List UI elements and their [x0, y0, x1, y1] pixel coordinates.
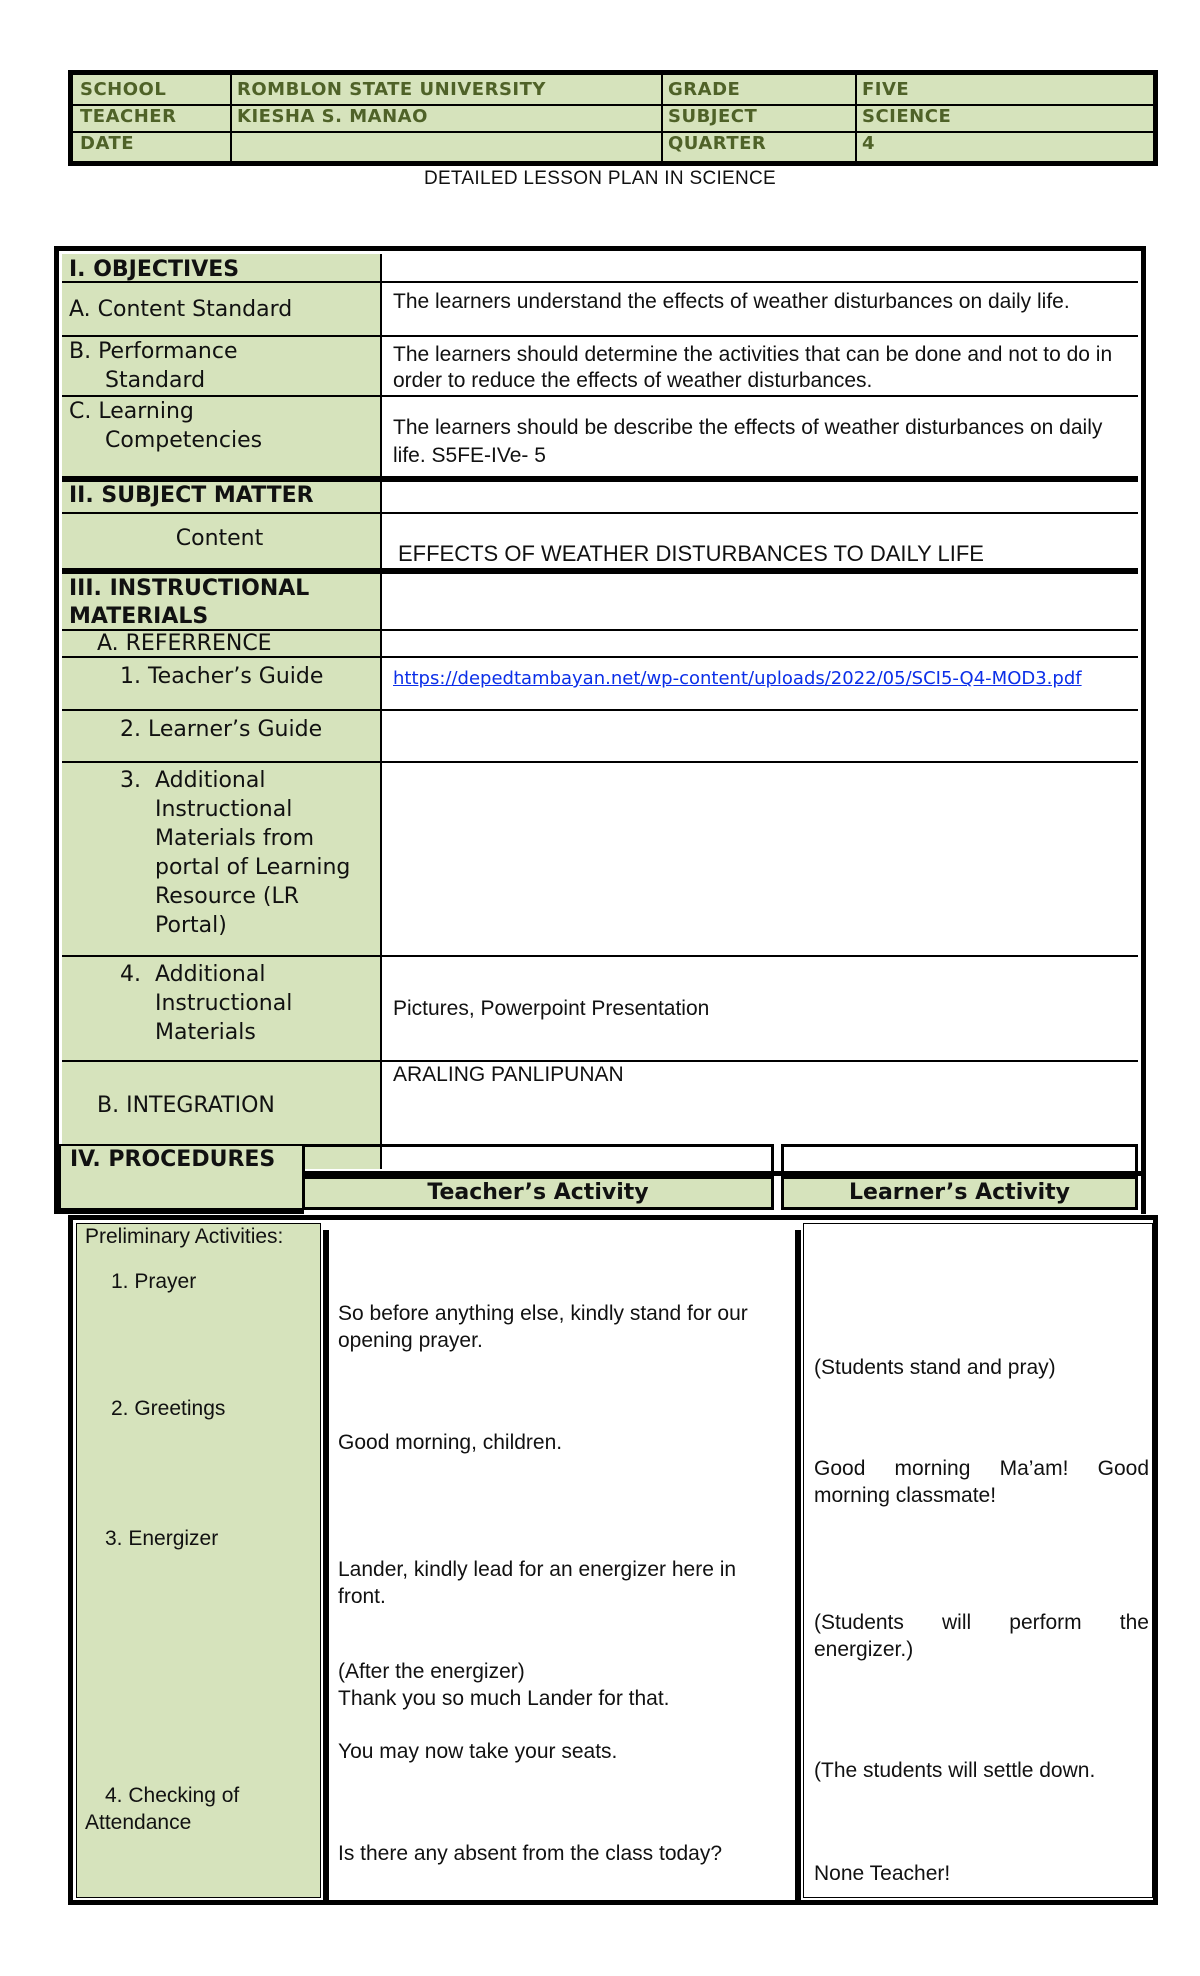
procedures-heading: IV. PROCEDURES [70, 1147, 276, 1172]
integration-label: B. INTEGRATION [97, 1093, 275, 1118]
teacher-energizer: Lander, kindly lead for an energizer here in front. [338, 1558, 737, 1608]
learners-guide-label: 2. Learner’s Guide [120, 717, 323, 742]
performance-standard-value: The learners should determine the activities that can be done and not to do in order to reduce the effects of weather disturbances. [393, 343, 1113, 392]
step-energizer: 3. Energizer [105, 1527, 219, 1550]
teacher-thanks: Thank you so much Lander for that. [338, 1687, 670, 1710]
learner-settle: (The students will settle down. [814, 1759, 1096, 1782]
additional-materials-number: 4. [120, 962, 141, 987]
additional-lr-number: 3. [120, 768, 141, 793]
procedures-table [68, 1215, 1158, 1905]
document-title: DETAILED LESSON PLAN IN SCIENCE [423, 168, 777, 189]
teacher-value: KIESHA S. MANAO [237, 106, 428, 127]
preliminary-label: Preliminary Activities: [85, 1225, 284, 1248]
grade-value: FIVE [862, 79, 910, 100]
content-standard-label: A. Content Standard [69, 297, 293, 322]
subject-matter-heading: II. SUBJECT MATTER [69, 483, 314, 508]
teacher-greeting: Good morning, children. [338, 1431, 563, 1454]
school-label: SCHOOL [80, 79, 167, 100]
content-label: Content [175, 526, 264, 551]
teachers-guide-value [393, 665, 1082, 692]
additional-lr-label: Additional Instructional Materials from portal of Learning Resource (LR Portal) [155, 768, 351, 938]
learner-energizer: (Students will perform the energizer.) [814, 1611, 1149, 1661]
teacher-label: TEACHER [80, 106, 177, 127]
materials-heading: III. INSTRUCTIONAL [69, 576, 310, 601]
quarter-label: QUARTER [668, 133, 767, 154]
subject-label: SUBJECT [668, 106, 758, 127]
school-value: ROMBLON STATE UNIVERSITY [237, 79, 546, 100]
learning-competencies-value: The learners should be describe the effects of weather disturbances on daily life. S5FE-IVe- 5 [393, 416, 1103, 467]
teacher-seats: You may now take your seats. [338, 1740, 618, 1763]
teacher-attendance: Is there any absent from the class today? [338, 1842, 723, 1865]
teachers-guide-label: 1. Teacher’s Guide [120, 664, 324, 689]
content-value: EFFECTS OF WEATHER DISTURBANCES TO DAILY LIFE [398, 541, 984, 566]
quarter-value: 4 [862, 133, 876, 154]
teacher-prayer: So before anything else, kindly stand for our opening prayer. [338, 1302, 748, 1352]
step-attendance: 4. Checking of [105, 1784, 240, 1807]
learner-greeting: Good morning Ma’am! Good morning classmate! [814, 1457, 1149, 1507]
procedures-header [54, 1140, 1146, 1214]
date-label: DATE [80, 133, 135, 154]
learning-competencies-label-2: Competencies [105, 428, 263, 453]
step-greetings: 2. Greetings [111, 1397, 226, 1420]
learning-competencies-label: C. Learning [69, 399, 194, 424]
step-prayer: 1. Prayer [111, 1270, 197, 1293]
grade-label: GRADE [668, 79, 741, 100]
content-standard-value: The learners understand the effects of weather disturbances on daily life. [393, 290, 1070, 313]
learner-attendance: None Teacher! [814, 1862, 951, 1885]
integration-value: ARALING PANLIPUNAN [393, 1063, 624, 1086]
step-attendance-2: Attendance [85, 1811, 192, 1834]
materials-heading-2: MATERIALS [69, 604, 209, 629]
performance-standard-label-2: Standard [105, 368, 206, 393]
learner-prayer: (Students stand and pray) [814, 1356, 1056, 1379]
subject-value: SCIENCE [862, 106, 952, 127]
teacher-after-energizer: (After the energizer) [338, 1660, 525, 1683]
performance-standard-label: B. Performance [69, 339, 238, 364]
teachers-guide-link[interactable]: https://depedtambayan.net/wp-content/uploads/2022/05/SCI5-Q4-MOD3.pdf [393, 668, 1082, 689]
reference-label: A. REFERRENCE [97, 631, 272, 656]
lesson-plan-table [54, 246, 1146, 1176]
learner-activity-label: Learner’s Activity [849, 1180, 1070, 1205]
teacher-activity-label: Teacher’s Activity [427, 1180, 649, 1205]
objectives-heading: I. OBJECTIVES [69, 257, 240, 282]
school-info-table [68, 70, 1158, 166]
additional-materials-value: Pictures, Powerpoint Presentation [393, 997, 710, 1020]
additional-materials-label: Additional Instructional Materials [155, 962, 293, 1045]
